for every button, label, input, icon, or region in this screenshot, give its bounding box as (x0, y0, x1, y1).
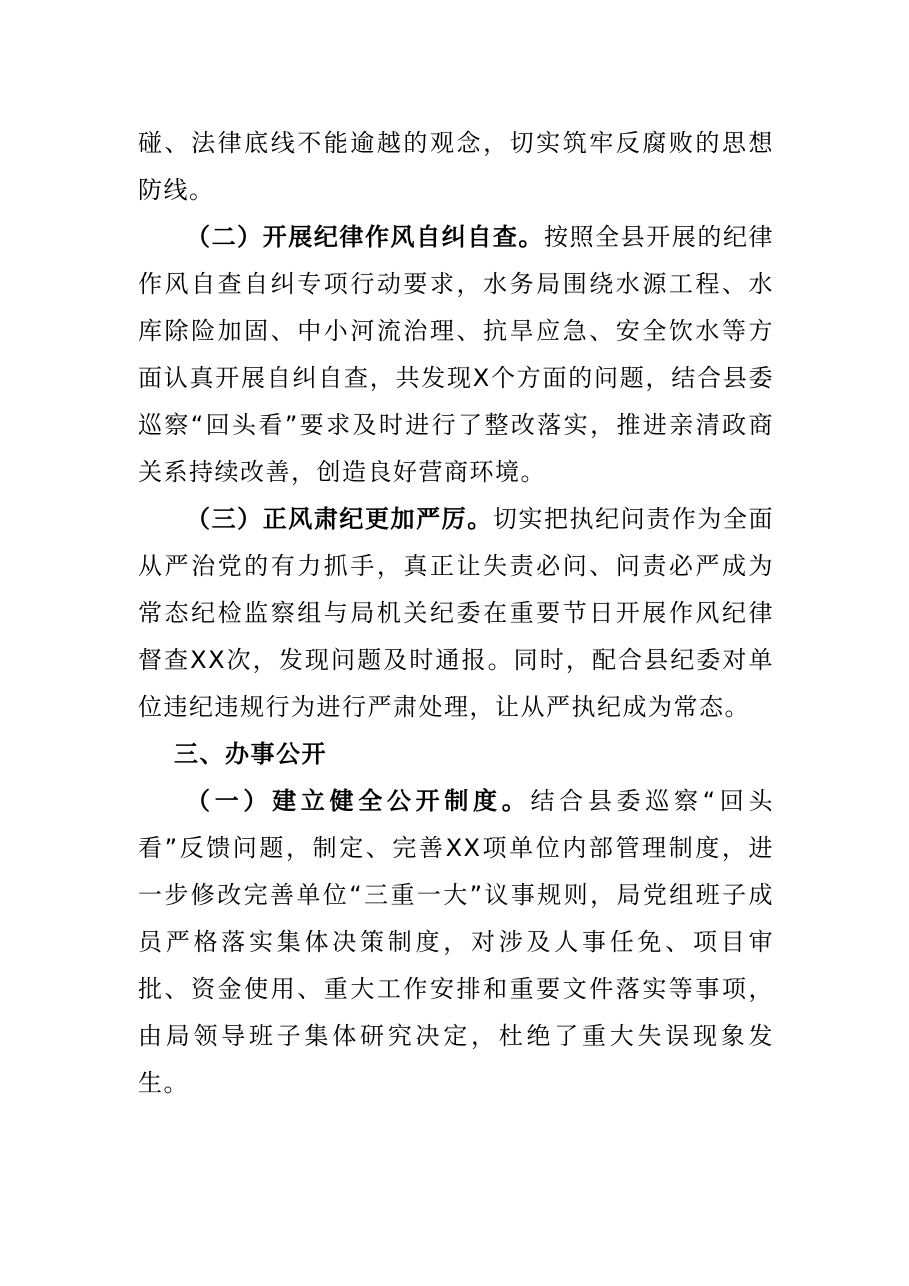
paragraph-text: 结合县委巡察“回头看”反馈问题，制定、完善XX项单位内部管理制度，进一步修改完善单位“三重一大”议事规则，局党组班子成员严格落实集体决策制度，对涉及人事任免、项目审批、资金使用、重大工作安排和重要文件落实等事项，由局领导班子集体研究决定，杜绝了重大失误现象发生。 (138, 787, 774, 1097)
paragraph-lead: （二）开展纪律作风自纠自查。 (186, 223, 544, 251)
paragraph-text: 按照全县开展的纪律作风自查自纠专项行动要求，水务局围绕水源工程、水库除险加固、中小河流治理、抗旱应急、安全饮水等方面认真开展自纠自查，共发现X个方面的问题，结合县委巡察“回头看”要求及时进行了整改落实，推进亲清政商关系持续改善，创造良好营商环境。 (138, 223, 775, 486)
paragraph-discipline-self-check (138, 214, 774, 496)
paragraph-continued (138, 120, 774, 214)
paragraph-lead: （三）正风肃纪更加严厉。 (186, 505, 493, 533)
paragraph-lead: （一）建立健全公开制度。 (186, 787, 531, 815)
paragraph-text: 切实把执纪问责作为全面从严治党的有力抓手，真正让失责必问、问责必严成为常态纪检监察组与局机关纪委在重要节日开展作风纪律督查XX次，发现问题及时通报。同时，配合县纪委对单位违纪违规行为进行严肃处理，让从严执纪成为常态。 (138, 505, 775, 721)
section-heading: 三、办事公开 (174, 740, 327, 768)
paragraph-strict-discipline (138, 496, 774, 731)
document-body (138, 120, 774, 1107)
paragraph-text: 碰、法律底线不能逾越的观念，切实筑牢反腐败的思想防线。 (138, 129, 774, 204)
paragraph-open-system (138, 778, 774, 1107)
